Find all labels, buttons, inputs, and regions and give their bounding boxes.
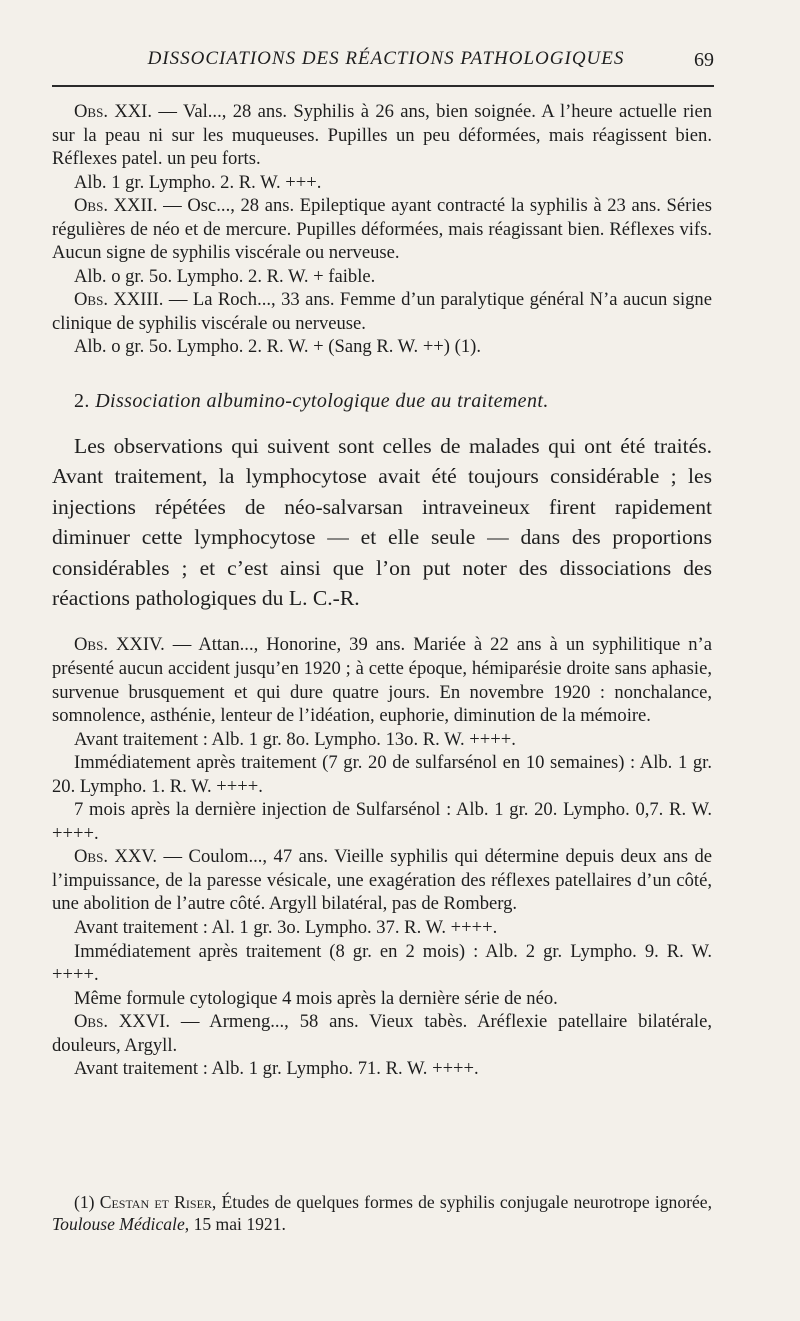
footnote-marker: (1) xyxy=(74,1192,100,1212)
observation-23-results: Alb. o gr. 5o. Lympho. 2. R. W. + (Sang R. W. ++) (1). xyxy=(74,336,481,358)
observation-25-before-treatment: Avant traitement : Al. 1 gr. 3o. Lympho. 37. R. W. ++++. xyxy=(74,917,498,939)
observation-24-before-treatment: Avant traitement : Alb. 1 gr. 8o. Lympho. 13o. R. W. ++++. xyxy=(74,728,516,750)
footnote-text: , Études de quelques formes de syphilis conjugale neurotrope ignorée, xyxy=(211,1192,712,1212)
observation-text: — La Roch..., 33 ans. Femme d’un paralytique général N’a aucun signe clinique de syphilis viscérale ou nerveuse. xyxy=(52,289,712,334)
observation-21 xyxy=(52,100,712,171)
observation-label: Obs. XXV. xyxy=(74,846,157,868)
observation-label: Obs. XXVI. xyxy=(74,1011,170,1033)
observation-label: Obs. XXIII. xyxy=(74,289,164,311)
observation-label: Obs. XXI. xyxy=(74,101,153,122)
intro-paragraph: Les observations qui suivent sont celles de malades qui ont été traités. Avant traitement, la lymphocytose avait été toujours considérable ; les injections répétées de néo-salvarsan intraveineux firent rapidement diminuer cette lymphocytose — et elle seule — dans des proportions considérables ; et c’est ainsi que l’on put noter des dissociations des réactions pathologiques du L. C.-R. xyxy=(52,434,712,611)
observations-block xyxy=(52,633,712,1080)
observation-25-later: Même formule cytologique 4 mois après la dernière série de néo. xyxy=(74,987,558,1009)
footnote-date: , 15 mai 1921. xyxy=(184,1214,286,1234)
observation-label: Obs. XXII. xyxy=(74,195,158,217)
observation-25 xyxy=(52,845,712,916)
observation-24-later: 7 mois après la dernière injection de Sulfarsénol : Alb. 1 gr. 20. Lympho. 0,7. R. W. ++++. xyxy=(52,799,712,844)
observation-text: — Val..., 28 ans. Syphilis à 26 ans, bien soignée. A l’heure actuelle rien sur la peau ni sur les muqueuses. Pupilles un peu déformées, mais réagissent bien. Réflexes patel. un peu forts. xyxy=(52,101,713,170)
observation-text: — Osc..., 28 ans. Epileptique ayant contracté la syphilis à 23 ans. Séries régulières de néo et de mercure. Pupilles déformées, mais réagissant bien. Réflexes vifs. Aucun signe de syphilis viscérale ou nerveuse. xyxy=(52,195,712,264)
observation-24 xyxy=(52,633,712,727)
observation-text: — Coulom..., 47 ans. Vieille syphilis qui détermine depuis deux ans de l’impuissance, de la paresse vésicale, une exagération des réflexes patellaires d’un côté, une abolition de l’autre côté. Argyll bilatéral, pas de Romberg. xyxy=(52,846,712,915)
footnote-authors: Cestan et Riser xyxy=(99,1192,212,1212)
page-body xyxy=(52,100,712,1081)
observation-26-before-treatment: Avant traitement : Alb. 1 gr. Lympho. 71. R. W. ++++. xyxy=(74,1058,479,1080)
running-title: DISSOCIATIONS DES RÉACTIONS PATHOLOGIQUES xyxy=(147,48,625,69)
observation-text: — Armeng..., 58 ans. Vieux tabès. Aréflexie patellaire bilatérale, douleurs, Argyll. xyxy=(52,1011,712,1056)
observation-21-results: Alb. 1 gr. Lympho. 2. R. W. +++. xyxy=(74,171,322,193)
observation-label: Obs. XXIV. xyxy=(74,634,165,656)
observation-23 xyxy=(52,288,712,335)
observation-22 xyxy=(52,194,712,265)
observation-24-after-treatment: Immédiatement après traitement (7 gr. 20 de sulfarsénol en 10 semaines) : Alb. 1 gr. 20. Lympho. 1. R. W. ++++. xyxy=(52,752,712,797)
section-heading xyxy=(52,389,712,413)
page-header xyxy=(52,48,712,72)
header-rule xyxy=(52,85,714,87)
observation-26 xyxy=(52,1010,712,1057)
observation-text: — Attan..., Honorine, 39 ans. Mariée à 22 ans à un syphilitique n’a présenté aucun accident jusqu’en 1920 ; à cette époque, hémiparésie droite sans aphasie, survenue brusquement et qui dure quatre jours. En novembre 1920 : nonchalance, somnolence, asthénie, lenteur de l’idéation, euphorie, diminution de la mémoire. xyxy=(52,634,712,727)
section-title: Dissociation albumino-cytologique due au traitement. xyxy=(95,390,549,413)
page-number: 69 xyxy=(694,49,714,71)
observation-25-after-treatment: Immédiatement après traitement (8 gr. en 2 mois) : Alb. 2 gr. Lympho. 9. R. W. ++++. xyxy=(52,940,712,986)
footnote-publication: Toulouse Médicale xyxy=(52,1214,185,1234)
footnote xyxy=(52,1191,712,1235)
section-number: 2. xyxy=(74,390,96,413)
observation-22-results: Alb. o gr. 5o. Lympho. 2. R. W. + faible. xyxy=(74,265,376,287)
